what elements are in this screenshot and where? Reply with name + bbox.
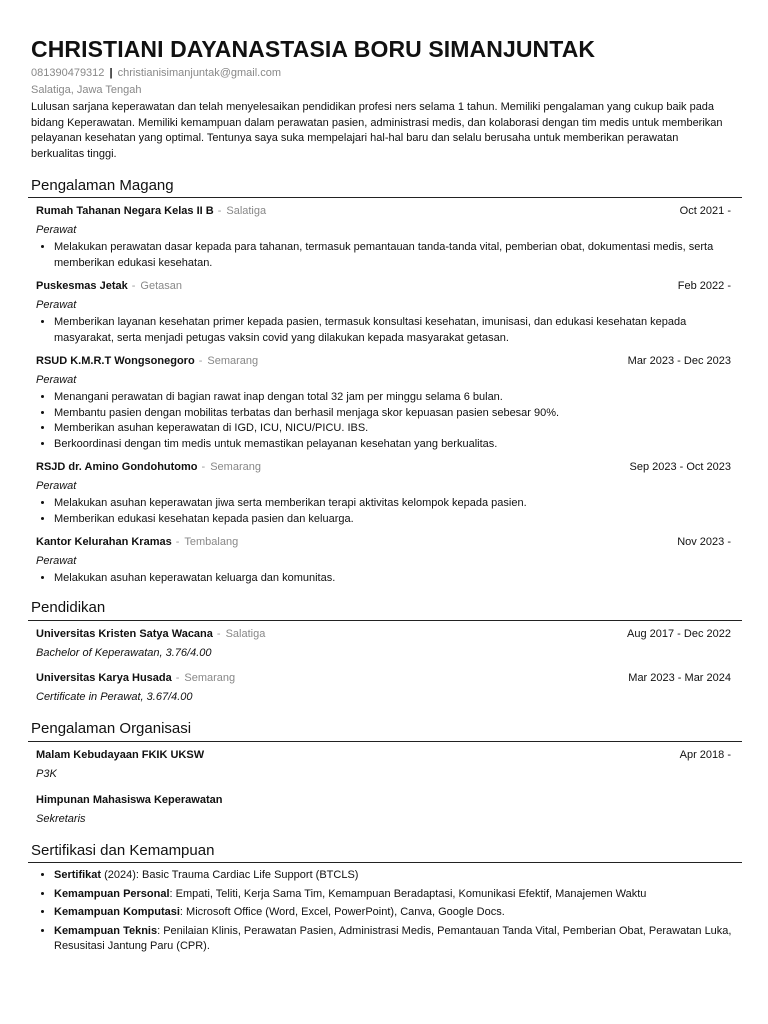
contact-separator: | xyxy=(109,67,113,79)
phone-number: 081390479312 xyxy=(31,67,105,79)
entry-date: Apr 2018 - xyxy=(679,749,731,761)
section-title-education: Pendidikan xyxy=(31,599,106,616)
bullet-item: • Memberikan layanan kesehatan primer kepada pasien, termasuk konsultasi kesehatan, imunisasi, dan edukasi kesehatan kepada masyarakat, serta menjadi petugas vaksin covid yang dilakukan kepada masyarakat getasan. xyxy=(54,315,731,346)
candidate-name: CHRISTIANI DAYANASTASIA BORU SIMANJUNTAK xyxy=(31,36,596,62)
entry-date: Mar 2023 - Mar 2024 xyxy=(628,672,731,684)
entry-location: Getasan xyxy=(140,280,182,292)
entry-degree: Bachelor of Keperawatan, 3.76/4.00 xyxy=(36,647,212,659)
entry-location: Salatiga xyxy=(225,628,266,640)
skill-item xyxy=(54,905,760,921)
section-title-skills: Sertifikasi dan Kemampuan xyxy=(31,842,215,859)
entry-dash: - xyxy=(217,205,222,217)
entry-dash: - xyxy=(201,461,206,473)
entry-organization: Puskesmas Jetak xyxy=(36,280,128,292)
section-divider xyxy=(28,741,742,742)
entry-role: Perawat xyxy=(36,299,77,311)
bullet-item: • Memberikan asuhan keperawatan di IGD, ICU, NICU/PICU. IBS. xyxy=(54,421,731,437)
entry-role: Perawat xyxy=(36,480,77,492)
contact-line xyxy=(31,67,281,79)
entry-degree: Certificate in Perawat, 3.67/4.00 xyxy=(36,691,193,703)
bullet-item: • Membantu pasien dengan mobilitas terbatas dan berhasil menjaga skor kepuasan pasien sebesar 90%. xyxy=(54,406,731,422)
internship-entry xyxy=(36,355,731,452)
entry-organization: Universitas Kristen Satya Wacana xyxy=(36,628,213,640)
entry-date: Aug 2017 - Dec 2022 xyxy=(627,628,731,640)
skills-list xyxy=(36,868,760,958)
entry-bullets xyxy=(36,571,731,587)
entry-date: Sep 2023 - Oct 2023 xyxy=(629,461,731,473)
entry-bullets xyxy=(36,496,731,527)
entry-organization: Rumah Tahanan Negara Kelas II B xyxy=(36,205,214,217)
entry-location: Tembalang xyxy=(184,536,239,548)
location: Salatiga, Jawa Tengah xyxy=(31,84,142,96)
education-entry xyxy=(36,672,731,706)
entry-location: Semarang xyxy=(184,672,236,684)
entry-dash: - xyxy=(198,355,203,367)
skill-text: (2024): Basic Trauma Cardiac Life Support (BTCLS) xyxy=(101,869,359,881)
bullet-item: • Berkoordinasi dengan tim medis untuk memastikan pelayanan kesehatan yang berkualitas. xyxy=(54,437,731,453)
email-address: christianisimanjuntak@gmail.com xyxy=(117,67,282,79)
entry-location: Salatiga xyxy=(226,205,267,217)
section-title-organization: Pengalaman Organisasi xyxy=(31,720,192,737)
entry-dash: - xyxy=(175,536,180,548)
internship-entry xyxy=(36,536,731,587)
skill-item xyxy=(54,887,760,903)
entry-dash: - xyxy=(175,672,180,684)
entry-role: Perawat xyxy=(36,555,77,567)
skill-label: Sertifikat xyxy=(54,869,102,881)
bullet-item: • Melakukan asuhan keperawatan jiwa serta memberikan terapi aktivitas kelompok kepada pasien. xyxy=(54,496,731,512)
entry-organization: RSUD K.M.R.T Wongsonegoro xyxy=(36,355,195,367)
section-divider xyxy=(28,862,742,863)
skill-text: : Empati, Teliti, Kerja Sama Tim, Kemampuan Beradaptasi, Komunikasi Efektif, Manajemen Waktu xyxy=(169,887,647,900)
internship-entry xyxy=(36,205,731,271)
entry-role: Perawat xyxy=(36,224,77,236)
entry-organization: RSJD dr. Amino Gondohutomo xyxy=(36,461,198,473)
internship-entry xyxy=(36,461,731,527)
section-divider xyxy=(28,197,742,198)
skill-item xyxy=(54,924,760,955)
entry-date: Mar 2023 - Dec 2023 xyxy=(627,355,731,367)
profile-summary: Lulusan sarjana keperawatan dan telah menyelesaikan pendidikan profesi ners selama 1 tahun. Memiliki pengalaman yang cukup baik pada bidang Keperawatan. Memiliki kemampuan dalam perawatan pasien, administrasi medis, dan kolaborasi dengan tim medis untuk memberikan pelayanan kesehatan yang optimal. Tentunya saya suka mempelajari hal-hal baru dan selalu berusaha untuk memberikan perawatan berkualitas tinggi. xyxy=(31,101,723,160)
internship-entry xyxy=(36,280,731,346)
education-entry xyxy=(36,628,731,662)
skill-label: Kemampuan Teknis xyxy=(54,924,158,937)
organization-entry xyxy=(36,749,731,783)
bullet-item: • Memberikan edukasi kesehatan kepada pasien dan keluarga. xyxy=(54,512,731,528)
skill-text: : Penilaian Klinis, Perawatan Pasien, Administrasi Medis, Pemantauan Tanda Vital, Pemberian Obat, Perawatan Luka, Resusitasi Jantung Paru (CPR). xyxy=(54,924,732,952)
entry-date: Feb 2022 - xyxy=(677,280,731,292)
section-divider xyxy=(28,620,742,621)
skill-label: Kemampuan Komputasi xyxy=(54,906,180,918)
entry-date: Oct 2021 - xyxy=(679,205,731,217)
entry-role: Perawat xyxy=(36,374,77,386)
entry-bullets xyxy=(36,315,731,346)
skill-label: Kemampuan Personal xyxy=(54,887,170,900)
entry-dash: - xyxy=(131,280,136,292)
skill-text: : Microsoft Office (Word, Excel, PowerPoint), Canva, Google Docs. xyxy=(179,906,505,918)
entry-organization: Universitas Karya Husada xyxy=(36,672,172,684)
bullet-item: • Menangani perawatan di bagian rawat inap dengan total 32 jam per minggu selama 6 bulan. xyxy=(54,390,731,406)
entry-organization: Malam Kebudayaan FKIK UKSW xyxy=(36,749,205,761)
entry-organization: Himpunan Mahasiswa Keperawatan xyxy=(36,794,223,806)
bullet-item: • Melakukan perawatan dasar kepada para tahanan, termasuk pemantauan tanda-tanda vital, pemberian obat, dokumentasi medis, serta memberikan edukasi kesehatan. xyxy=(54,240,731,271)
organization-entry xyxy=(36,794,731,828)
entry-role: Sekretaris xyxy=(36,813,86,825)
entry-location: Semarang xyxy=(207,355,259,367)
section-title-internship: Pengalaman Magang xyxy=(31,177,174,194)
entry-bullets xyxy=(36,390,731,452)
entry-organization: Kantor Kelurahan Kramas xyxy=(36,536,172,548)
entry-date: Nov 2023 - xyxy=(677,536,731,548)
entry-role: P3K xyxy=(36,768,57,780)
skill-item xyxy=(54,868,760,884)
bullet-item: • Melakukan asuhan keperawatan keluarga dan komunitas. xyxy=(54,571,731,587)
entry-bullets xyxy=(36,240,731,271)
entry-dash: - xyxy=(216,628,221,640)
entry-location: Semarang xyxy=(210,461,261,473)
